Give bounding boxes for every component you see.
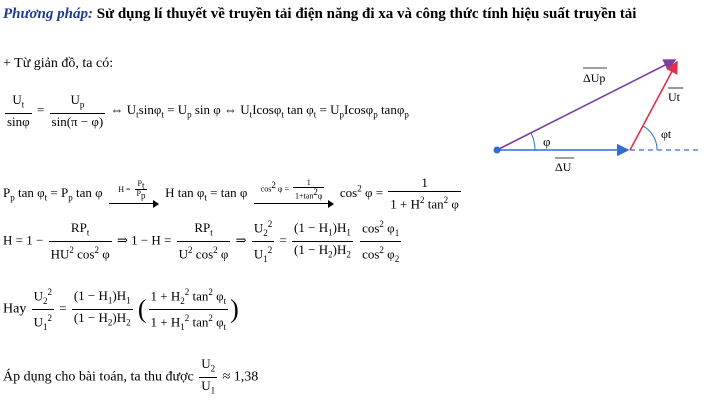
delta-u-label xyxy=(555,158,574,174)
svg-text:ΔUp: ΔUp xyxy=(583,71,606,85)
phi-label: φ xyxy=(543,134,551,149)
method-label: Phương pháp: xyxy=(3,6,93,22)
step-intro: + Từ giản đồ, ta có: xyxy=(3,56,114,71)
conclusion-text: Áp dụng cho bài toán, ta thu được xyxy=(3,369,194,385)
eq2-frac-num: 1 xyxy=(421,175,428,190)
phit-arc xyxy=(643,126,657,150)
phi-arc xyxy=(531,133,535,150)
phit-label: φt xyxy=(661,127,672,141)
conclusion: Áp dụng cho bài toán, ta thu được $\frac{U_2}{U_1}$ ≈ 1,38 xyxy=(3,356,258,398)
eq4-prefix: Hay xyxy=(3,301,27,317)
phasor-diagram xyxy=(485,46,700,176)
origin-point xyxy=(494,147,501,154)
delta-up-label xyxy=(583,68,607,85)
method-description: Sử dụng lí thuyết về truyền tải điện năng đi xa và công thức tính hiệu suất truyền tải xyxy=(96,6,637,22)
equation-2: $P_p$ $\tan \varphi_t = P_p$ tan φ H = $\frac{P_t}{P_p}$ H $\tan \varphi_t = \tan \varphi$ $\cos^2 \varphi$ = $\frac{1}{1+\tan^2\varphi}$ $\cos^2 \varphi$ = $\frac{1}{1 + H^2 \tan^2 \varphi}$ xyxy=(3,175,459,212)
conclusion-value: ≈ 1,38 xyxy=(222,369,259,385)
svg-text:ΔU: ΔU xyxy=(555,160,572,174)
equation-4: Hay $\frac{U_2^2}{U_1^2}$ = $\frac{(1 - H_1)H_1}{(1 - H_2)H_2}$ ( $\frac{1 + H_2^2 \tan^2 \varphi_t}{1 + H_1^2 \tan^2 \varphi_t}$ ) xyxy=(3,284,239,335)
svg-text:Ut: Ut xyxy=(668,90,680,104)
ut-label xyxy=(668,88,683,104)
equation-1: $\frac{U_t}{\sin\varphi}$ = $\frac{U_p}{\sin(\pi - \varphi)}$ ⇔ $U_t\sin\varphi_t = U_p$ sin φ ⇔ $U_tIcos\varphi_t$ $\tan \varphi_t = U_pIcos\varphi_p$ tanφ$_p$ xyxy=(7,92,409,129)
equation-3: H = 1 − $\frac{RP_t}{HU^2 \cos^2 \varphi}$ ⇒ 1 − H = $\frac{RP_t}{U^2 \cos^2 \varphi}$ ⇒ $\frac{U_2^2}{U_1^2}$ = $\frac{(1 - H_1)H_1}{(1 - H_2)H_2}$ $\frac{\cos^2 \varphi_1}{\cos^2 \varphi_2}$ xyxy=(3,216,403,267)
method-heading xyxy=(3,6,636,23)
